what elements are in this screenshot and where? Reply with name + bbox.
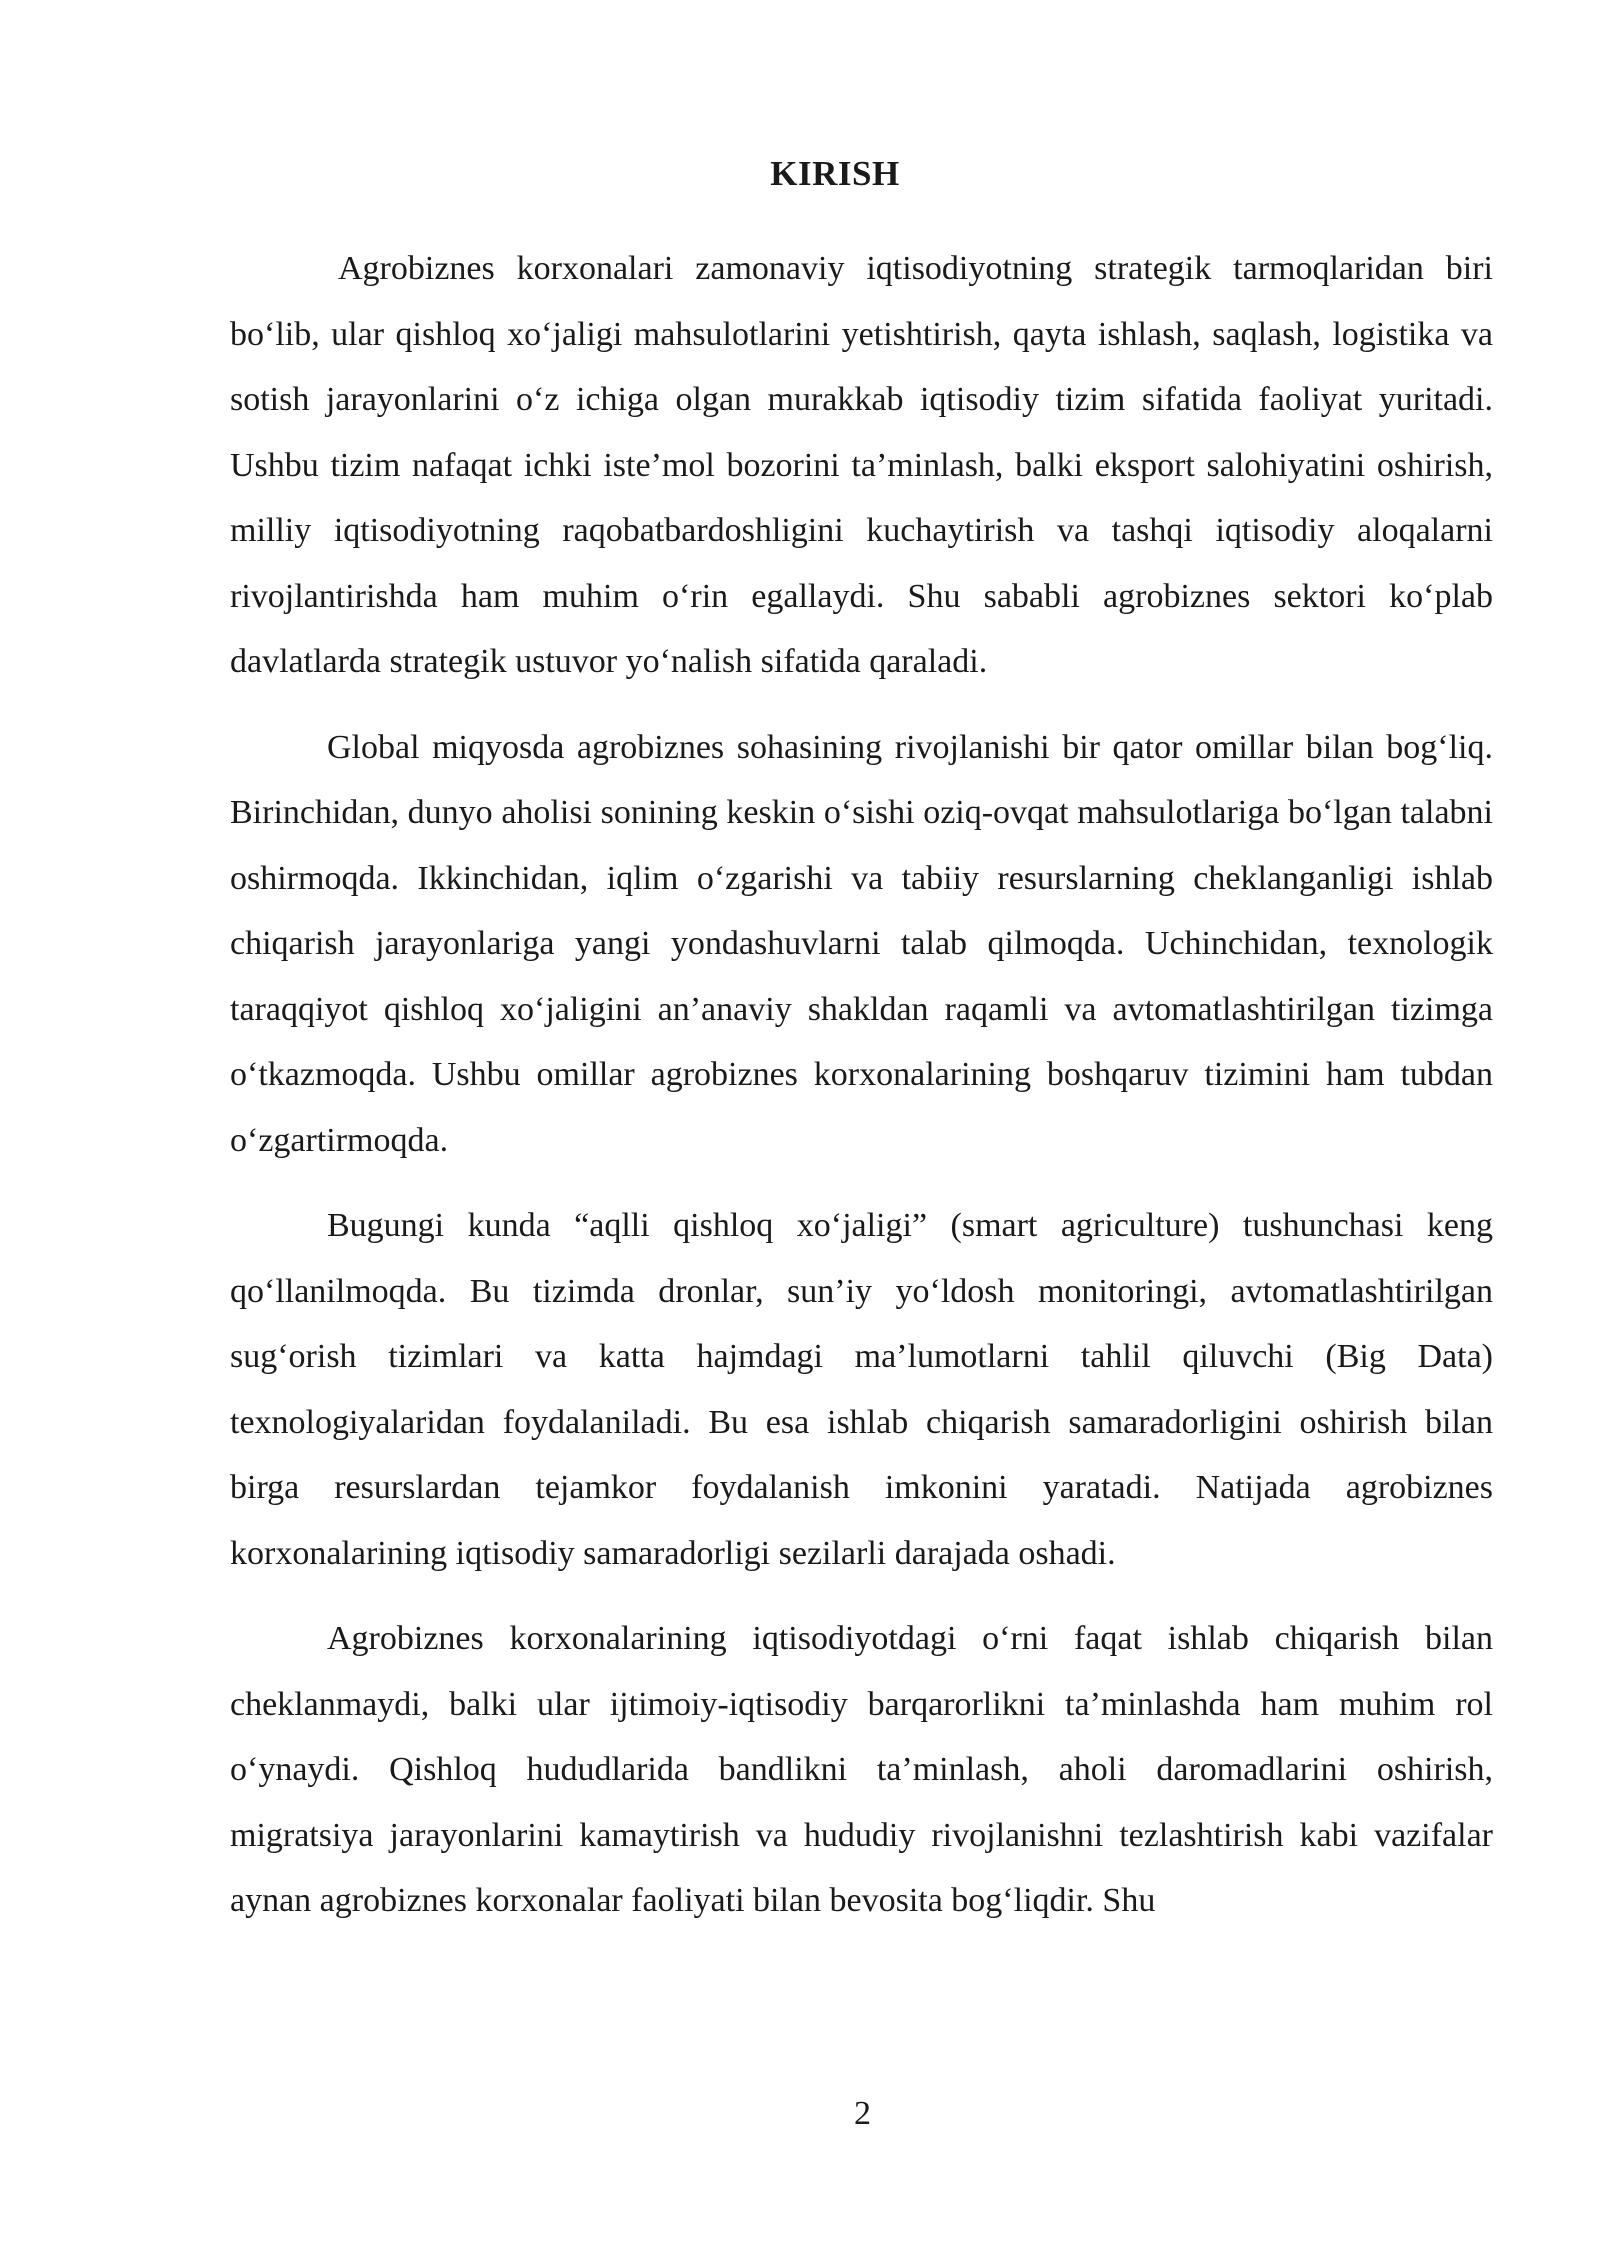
page-title: KIRISH bbox=[770, 154, 900, 193]
paragraph-2: Global miqyosda agrobiznes sohasining rivojlanishi bir qator omillar bilan bog‘liq. Birinchidan, dunyo aholisi sonining keskin o‘sishi oziq-ovqat mahsulotlariga bo‘lgan talabni oshirmoqda. Ikkinchidan, iqlim o‘zgarishi va tabiiy resurslarning cheklanganligi ishlab chiqarish jarayonlariga yangi yondashuvlarni talab qilmoqda. Uchinchidan, texnologik taraqqiyot qishloq xo‘jaligini an’anaviy shakldan raqamli va avtomatlashtirilgan tizimga o‘tkazmoqda. Ushbu omillar agrobiznes korxonalarining boshqaruv tizimini ham tubdan o‘zgartirmoqda. bbox=[230, 728, 1493, 1159]
body-text bbox=[230, 236, 1493, 1954]
paragraph-4: Agrobiznes korxonalarining iqtisodiyotdagi o‘rni faqat ishlab chiqarish bilan cheklanmaydi, balki ular ijtimoiy-iqtisodiy barqarorlikni ta’minlashda ham muhim rol o‘ynaydi. Qishloq hududlarida bandlikni ta’minlash, aholi daromadlarini oshirish, migratsiya jarayonlarini kamaytirish va hududiy rivojlanishni tezlashtirish kabi vazifalar aynan agrobiznes korxonalar faoliyati bilan bevosita bog‘liqdir. Shu bbox=[230, 1620, 1493, 1919]
paragraph-1: Agrobiznes korxonalari zamonaviy iqtisodiyotning strategik tarmoqlaridan biri bo‘lib, ular qishloq xo‘jaligi mahsulotlarini yetishtirish, qayta ishlash, saqlash, logistika va sotish jarayonlarini o‘z ichiga olgan murakkab iqtisodiy tizim sifatida faoliyat yuritadi. Ushbu tizim nafaqat ichki iste’mol bozorini ta’minlash, balki eksport salohiyatini oshirish, milliy iqtisodiyotning raqobatbardoshligini kuchaytirish va tashqi iqtisodiy aloqalarni rivojlantirishda ham muhim o‘rin egallaydi. Shu sababli agrobiznes sektori ko‘plab davlatlarda strategik ustuvor yo‘nalish sifatida qaraladi. bbox=[230, 250, 1493, 680]
page-number: 2 bbox=[854, 2095, 871, 2132]
paragraph-3: Bugungi kunda “aqlli qishloq xo‘jaligi” (smart agriculture) tushunchasi keng qo‘llanilmoqda. Bu tizimda dronlar, sun’iy yo‘ldosh monitoringi, avtomatlashtirilgan sug‘orish tizimlari va katta hajmdagi ma’lumotlarni tahlil qiluvchi (Big Data) texnologiyalaridan foydalaniladi. Bu esa ishlab chiqarish samaradorligini oshirish bilan birga resurslardan tejamkor foydalanish imkonini yaratadi. Natijada agrobiznes korxonalarining iqtisodiy samaradorligi sezilarli darajada oshadi. bbox=[230, 1207, 1493, 1572]
